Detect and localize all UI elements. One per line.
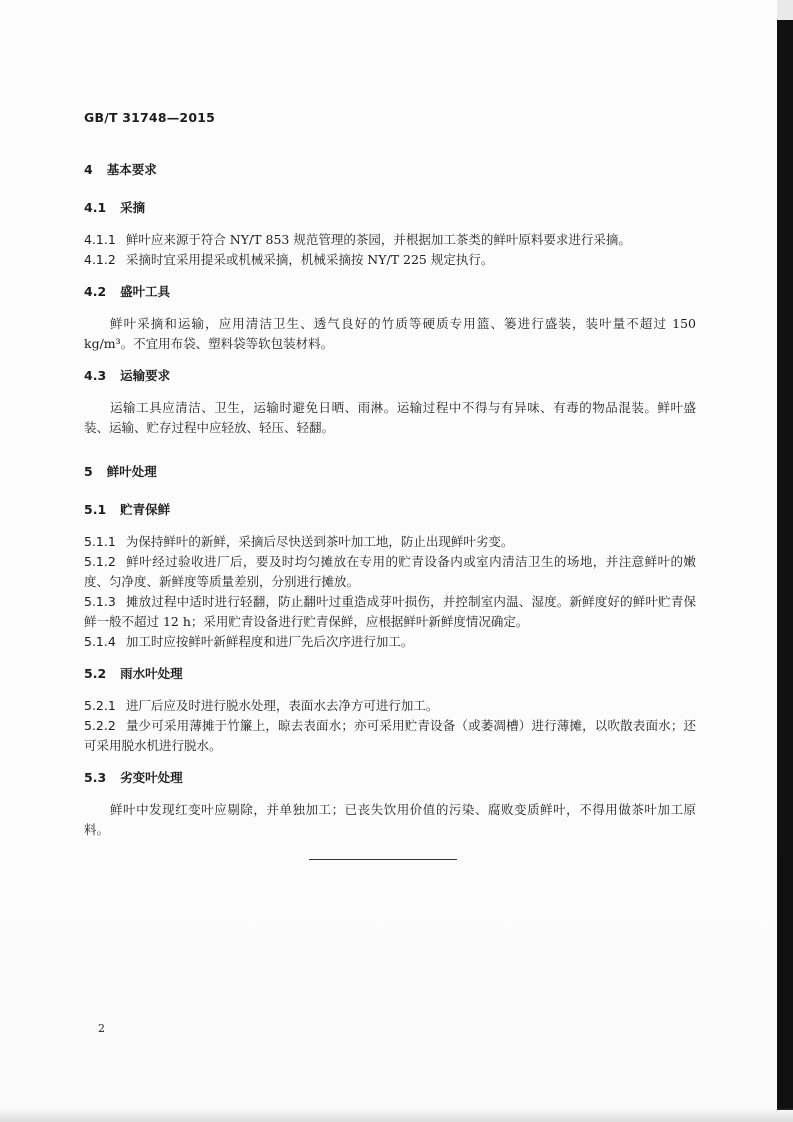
clause-text: 量少可采用薄摊于竹簾上，晾去表面水；亦可采用贮青设备（或萎凋槽）进行薄摊，以吹散表面水；还可采用脱水机进行脱水。 [84,718,696,753]
scan-edge-bar [777,20,793,1110]
document-body [84,160,696,840]
clause-text: 为保持鲜叶的新鲜，采摘后尽快送到茶叶加工地，防止出现鲜叶劣变。 [125,534,514,549]
clause-5-1-3 [84,592,696,632]
section-number: 5 [84,464,93,479]
clause-text: 加工时应按鲜叶新鲜程度和进厂先后次序进行加工。 [125,634,414,649]
section-title: 采摘 [120,200,146,215]
section-title: 劣变叶处理 [120,770,183,785]
section-title: 盛叶工具 [120,284,171,299]
section-number: 4 [84,162,93,177]
clause-number: 5.1.1 [84,534,116,549]
clause-number: 5.1.3 [84,594,116,609]
scan-edge-top [777,0,793,20]
clause-5-1-4 [84,632,696,652]
clause-text: 进厂后应及时进行脱水处理，表面水去净方可进行加工。 [125,698,439,713]
scan-bottom-shade [0,1108,793,1122]
standard-code: GB/T 31748—2015 [84,110,216,125]
section-4-3-heading [84,366,696,386]
clause-number: 5.2.2 [84,718,116,733]
clause-number: 4.1.1 [84,232,116,247]
section-number: 5.3 [84,770,107,785]
clause-5-2-2 [84,716,696,756]
paragraph-4-3: 运输工具应清洁、卫生，运输时避免日晒、雨淋。运输过程中不得与有异味、有毒的物品混装。鲜叶盛装、运输、贮存过程中应轻放、轻压、轻翻。 [84,400,696,435]
section-title: 贮青保鲜 [120,502,171,517]
end-divider-line [309,859,457,860]
clause-5-1-1 [84,532,696,552]
section-title: 运输要求 [120,368,171,383]
section-number: 4.3 [84,368,107,383]
clause-number: 5.1.2 [84,554,116,569]
clause-text: 鲜叶经过验收进厂后，要及时均匀摊放在专用的贮青设备内或室内清洁卫生的场地，并注意鲜叶的嫩度、匀净度、新鲜度等质量差别，分别进行摊放。 [84,554,696,589]
clause-5-1-2 [84,552,696,592]
clause-4-1-1 [84,230,696,250]
section-number: 4.2 [84,284,107,299]
section-4-heading [84,160,696,180]
clause-number: 4.1.2 [84,252,116,267]
clause-text: 鲜叶应来源于符合 NY/T 853 规范管理的茶园，并根据加工茶类的鲜叶原料要求进行采摘。 [125,232,631,247]
section-title: 基本要求 [106,162,157,177]
clause-text: 采摘时宜采用提采或机械采摘，机械采摘按 NY/T 225 规定执行。 [125,252,494,267]
section-5-1-heading [84,500,696,520]
page-number: 2 [98,1022,105,1035]
clause-number: 5.2.1 [84,698,116,713]
section-5-heading [84,462,696,482]
clause-4-1-2 [84,250,696,270]
section-5-3-heading [84,768,696,788]
clause-text: 摊放过程中适时进行轻翻，防止翻叶过重造成芽叶损伤，并控制室内温、湿度。新鲜度好的鲜叶贮青保鲜一般不超过 12 h；采用贮青设备进行贮青保鲜，应根据鲜叶新鲜度情况确定。 [84,594,696,629]
paragraph-5-3: 鲜叶中发现红变叶应剔除，并单独加工；已丧失饮用价值的污染、腐败变质鲜叶，不得用做茶叶加工原料。 [84,802,696,837]
section-5-2-heading [84,664,696,684]
section-number: 4.1 [84,200,107,215]
section-number: 5.1 [84,502,107,517]
section-title: 鲜叶处理 [106,464,157,479]
clause-5-2-1 [84,696,696,716]
section-4-1-heading [84,198,696,218]
section-4-2-heading [84,282,696,302]
clause-number: 5.1.4 [84,634,116,649]
section-title: 雨水叶处理 [120,666,183,681]
paragraph-4-2: 鲜叶采摘和运输，应用清洁卫生、透气良好的竹质等硬质专用篮、篓进行盛装，装叶量不超过 150 kg/m³。不宜用布袋、塑料袋等软包装材料。 [84,316,696,351]
section-number: 5.2 [84,666,107,681]
